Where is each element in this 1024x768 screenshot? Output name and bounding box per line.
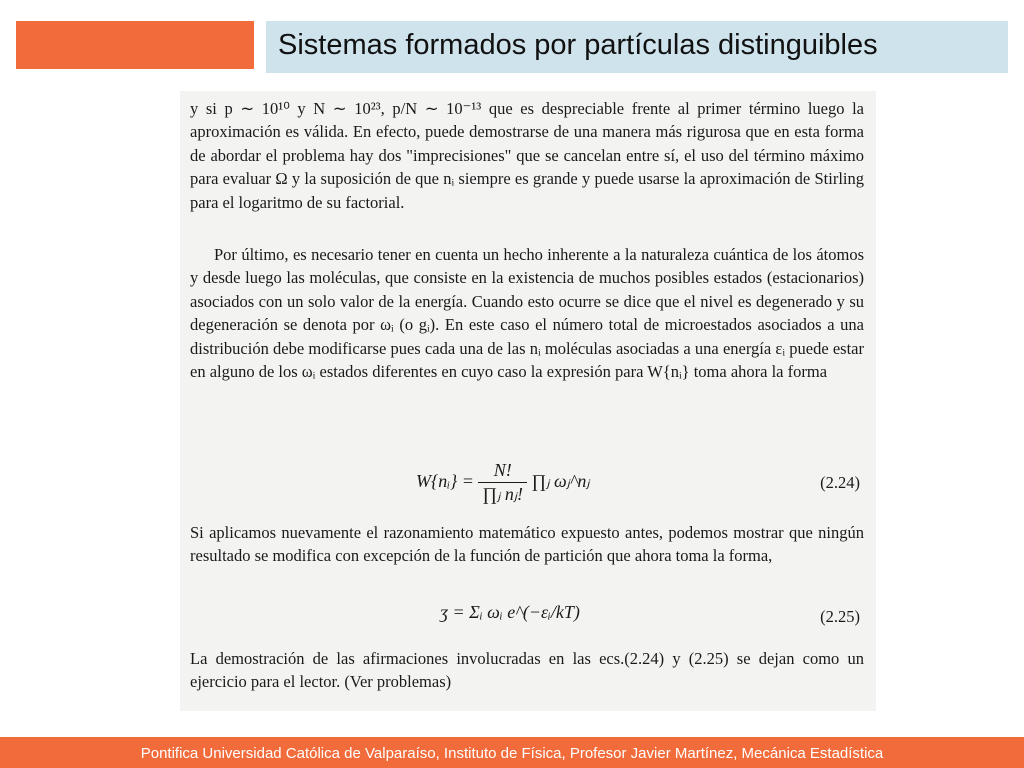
scanned-text-image bbox=[180, 91, 876, 711]
equation-1-lhs: W{nᵢ} = bbox=[416, 471, 474, 492]
equation-2-number: (2.25) bbox=[820, 607, 860, 626]
equation-1-fraction bbox=[478, 459, 527, 507]
equation-2-rhs: Σᵢ ωᵢ e^(−εᵢ/kT) bbox=[469, 602, 580, 622]
equation-1-number: (2.24) bbox=[820, 473, 860, 492]
footer-text: Pontifica Universidad Católica de Valparaíso, Instituto de Física, Profesor Javier Martínez, Mecánica Estadística bbox=[140, 745, 884, 762]
title-box bbox=[266, 21, 1008, 73]
paragraph-3: Si aplicamos nuevamente el razonamiento matemático expuesto antes, podemos mostrar que ningún resultado se modifica con excepción de la función de partición que ahora toma la forma, bbox=[190, 523, 864, 566]
paragraph-2: Por último, es necesario tener en cuenta un hecho inherente a la naturaleza cuántica de los átomos y desde luego las moléculas, que consiste en la existencia de muchos posibles estados (estacionarios) asociados con un solo valor de la energía. Cuando esto ocurre se dice que el nivel es degenerado y su degeneración se denota por ωᵢ (o gᵢ). En este caso el número total de microestados asociados a una distribución debe modificarse pues cada una de las nᵢ moléculas asociadas a una energía εᵢ puede estar en alguno de los ωᵢ estados diferentes en cuyo caso la expresión para W{nᵢ} toma ahora la forma bbox=[190, 245, 864, 382]
accent-bar bbox=[16, 21, 254, 69]
paragraph-4: La demostración de las afirmaciones involucradas en las ecs.(2.24) y (2.25) se dejan como un ejercicio para el lector. (Ver problemas) bbox=[190, 649, 864, 692]
slide-title: Sistemas formados por partículas distinguibles bbox=[278, 29, 878, 61]
footer-bar bbox=[0, 737, 1024, 768]
equation-1-product: ∏ⱼ ωⱼ^nⱼ bbox=[531, 471, 590, 492]
equation-2-24 bbox=[180, 453, 876, 513]
equation-2-25 bbox=[180, 591, 876, 651]
equation-1-denominator: ∏ⱼ nⱼ! bbox=[482, 484, 523, 505]
paragraph-1: y si p ∼ 10¹⁰ y N ∼ 10²³, p/N ∼ 10⁻¹³ que es despreciable frente al primer término luego la aproximación es válida. En efecto, puede demostrarse de una manera más rigurosa que en esta forma de abordar el problema hay dos "imprecisiones" que se cancelan entre sí, el uso del término máximo para evaluar Ω y la suposición de que nᵢ siempre es grande y puede usarse la aproximación de Stirling para el logaritmo de su factorial. bbox=[190, 99, 864, 212]
equation-1-numerator: N! bbox=[478, 459, 527, 483]
equation-2-lhs: ʒ = bbox=[440, 602, 465, 622]
